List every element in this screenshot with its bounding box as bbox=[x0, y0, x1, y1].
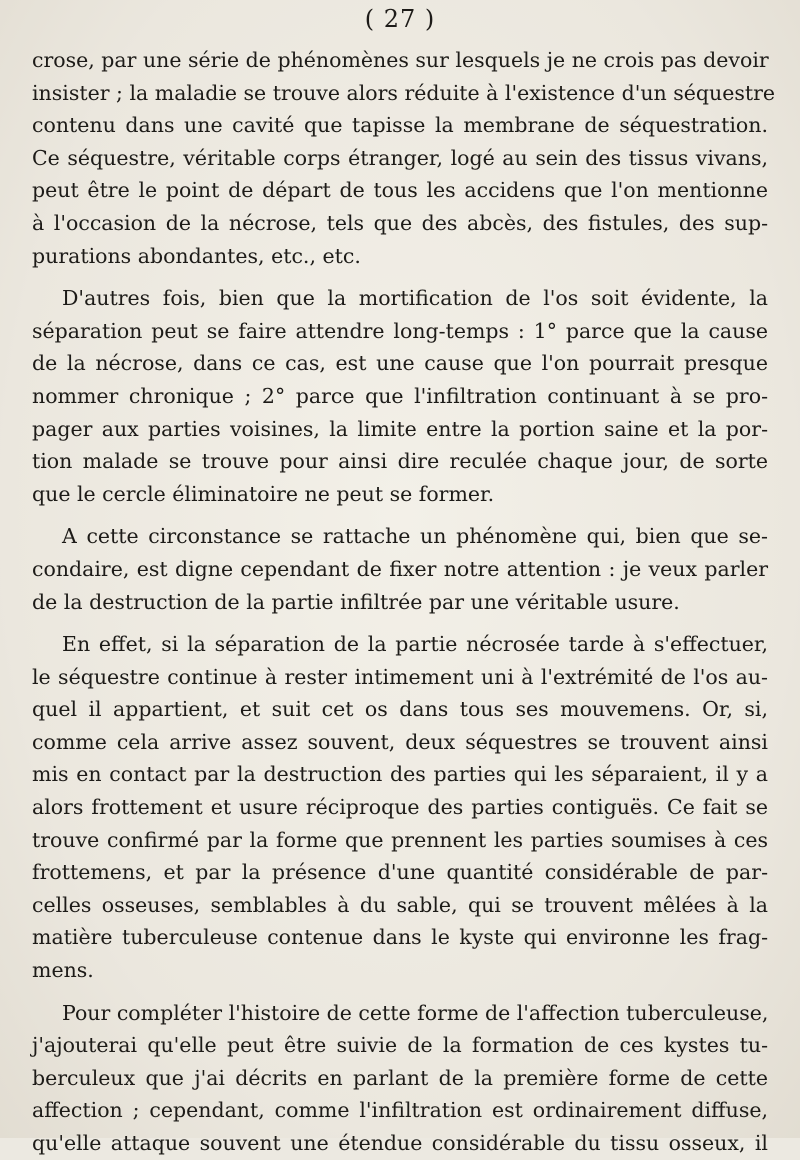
text-line: séparation peut se faire attendre long-temps : 1° parce que la cause bbox=[32, 318, 768, 343]
paragraph bbox=[32, 628, 768, 987]
text-line: j'ajouterai qu'elle peut être suivie de la formation de ces kystes tu- bbox=[32, 1033, 768, 1058]
text-line: peut être le point de départ de tous les accidens que l'on mentionne bbox=[32, 178, 768, 203]
text-line: celles osseuses, semblables à du sable, qui se trouvent mêlées à la bbox=[32, 892, 768, 917]
text-line: D'autres fois, bien que la mortification de l'os soit évidente, la bbox=[62, 286, 768, 311]
text-line: mens. bbox=[32, 958, 94, 983]
paragraph bbox=[32, 282, 768, 510]
text-line: que le cercle éliminatoire ne peut se former. bbox=[32, 481, 495, 506]
text-line: trouve confirmé par la forme que prennent les parties soumises à ces bbox=[32, 827, 768, 852]
text-line: En effet, si la séparation de la partie nécrosée tarde à s'effectuer, bbox=[62, 632, 768, 657]
text-line: comme cela arrive assez souvent, deux séquestres se trouvent ainsi bbox=[32, 729, 768, 754]
text-line: nommer chronique ; 2° parce que l'infiltration continuant à se pro- bbox=[32, 383, 768, 408]
text-line: A cette circonstance se rattache un phénomène qui, bien que se- bbox=[62, 524, 768, 549]
text-line: frottemens, et par la présence d'une quantité considérable de par- bbox=[32, 860, 768, 885]
text-line: Pour compléter l'histoire de cette forme de l'affection tuberculeuse, bbox=[62, 1000, 769, 1025]
text-line: pager aux parties voisines, la limite entre la portion saine et la por- bbox=[32, 416, 768, 441]
text-line: matière tuberculeuse contenue dans le kyste qui environne les frag- bbox=[32, 925, 768, 950]
text-line: alors frottement et usure réciproque des parties contiguës. Ce fait se bbox=[32, 795, 768, 820]
text-line: mis en contact par la destruction des parties qui les séparaient, il y a bbox=[32, 762, 768, 787]
body-text bbox=[32, 44, 776, 1160]
text-line: de la destruction de la partie infiltrée par une véritable usure. bbox=[32, 589, 680, 614]
text-line: Ce séquestre, véritable corps étranger, logé au sein des tissus vivans, bbox=[32, 145, 768, 170]
text-line: affection ; cependant, comme l'infiltration est ordinairement diffuse, bbox=[32, 1098, 768, 1123]
paragraph bbox=[32, 997, 768, 1160]
text-line: contenu dans une cavité que tapisse la membrane de séquestration. bbox=[32, 113, 768, 138]
paragraph bbox=[32, 520, 768, 618]
text-line: le séquestre continue à rester intimement uni à l'extrémité de l'os au- bbox=[32, 664, 768, 689]
text-line: condaire, est digne cependant de fixer notre attention : je veux parler bbox=[32, 556, 768, 581]
text-line: insister ; la maladie se trouve alors réduite à l'existence d'un séquestre bbox=[32, 80, 776, 105]
text-line: à l'occasion de la nécrose, tels que des abcès, des fistules, des sup- bbox=[32, 210, 768, 235]
text-line: de la nécrose, dans ce cas, est une cause que l'on pourrait presque bbox=[32, 351, 768, 376]
text-line: tion malade se trouve pour ainsi dire reculée chaque jour, de sorte bbox=[32, 449, 768, 474]
text-line: berculeux que j'ai décrits en parlant de la première forme de cette bbox=[32, 1065, 768, 1090]
text-line: quel il appartient, et suit cet os dans tous ses mouvemens. Or, si, bbox=[32, 697, 768, 722]
paragraph bbox=[32, 44, 776, 272]
text-line: crose, par une série de phénomènes sur lesquels je ne crois pas devoir bbox=[32, 48, 769, 72]
page-number: ( 27 ) bbox=[364, 5, 436, 33]
text-line: qu'elle attaque souvent une étendue considérable du tissu osseux, il bbox=[32, 1131, 768, 1155]
text-line: purations abondantes, etc., etc. bbox=[32, 243, 361, 268]
